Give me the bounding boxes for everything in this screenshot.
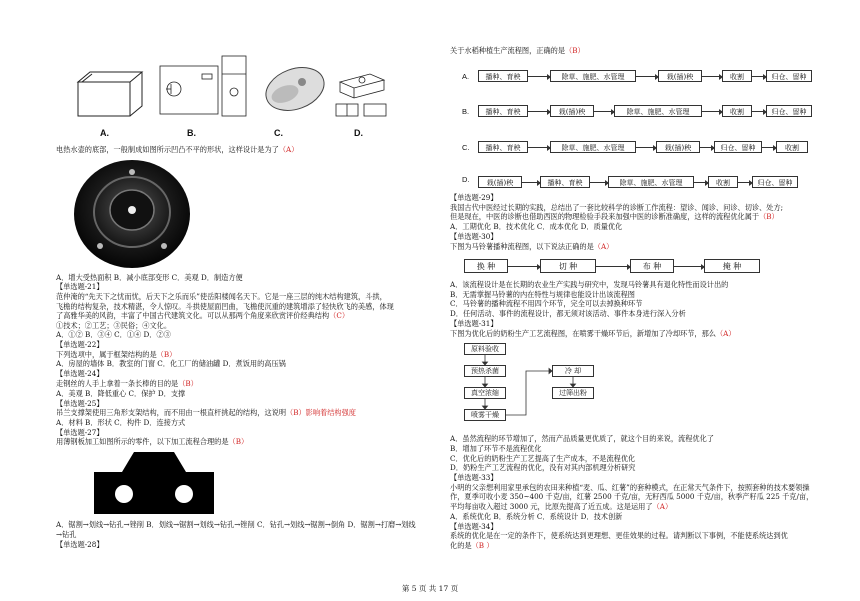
question-line: 飞檐的结构复杂，技术精湛，令人惊叹。斗拱使屋面凹曲，飞檐使沉重的建筑增添了轻快欣飞的美感，体现 xyxy=(56,302,394,311)
rice-flow-b xyxy=(478,105,818,118)
question-line: 平均每亩收入超过 3000 元，比原先提高了近五成。这是运用了（A） xyxy=(450,502,673,511)
question-line: 化的是（B ） xyxy=(450,541,494,550)
question-line: 电热水壶的底部，一般制成如图所示凹凸不平的形状，这样设计是为了（A） xyxy=(56,145,299,154)
flow-arrow xyxy=(522,182,540,183)
options-line: A．该流程设计是在长期的农业生产实践与研究中，发现马铃薯具有退化特性而设计出的 xyxy=(450,280,729,289)
figure-label-a: A. xyxy=(100,128,109,138)
flow-step: 栽(插)秧 xyxy=(656,141,700,153)
options-line: A．①② B．③④ C．①④ D．②③ xyxy=(56,330,171,339)
flow-arrow xyxy=(674,266,704,267)
flow-step: 归仓、留种 xyxy=(752,176,798,188)
flow-letter-a: A. xyxy=(462,72,470,81)
question-line: 范仲淹的“先天下之忧而忧，后天下之乐而乐”使岳阳楼闻名天下。它是一座三层的纯木结构建筑，斗拱， xyxy=(56,292,387,301)
kettle-base-photo xyxy=(72,158,192,270)
flow-step: 归仓、留种 xyxy=(766,70,812,82)
question-line: 走钢丝的人手上拿着一条长棒的目的是（B） xyxy=(56,379,198,388)
options-line: A．虽然流程的环节增加了，然而产品质量更优质了，就这个目的来说，流程优化了 xyxy=(450,434,714,443)
question-line: 关于水稻种植生产流程图，正确的是（B） xyxy=(450,46,585,55)
flow-step: 栽(插)秧 xyxy=(550,105,594,117)
question-line: 吊兰支撑架使用三角形支架结构，而不用由一根直杆挑起的结构，这说明（B）影响着结构强度 xyxy=(56,408,356,417)
flow-step: 栽(插)秧 xyxy=(478,176,522,188)
page-footer: 第 5 页 共 17 页 xyxy=(401,584,459,593)
flow-step: 原料验收 xyxy=(464,343,506,355)
options-line: A．房屋的墙体 B．教室的门窗 C．化工厂的储油罐 D．煮饭用的高压锅 xyxy=(56,359,286,368)
steel-plate-part xyxy=(94,452,214,518)
flow-arrow xyxy=(528,76,550,77)
flow-arrow xyxy=(738,182,752,183)
flow-step: 除草、施肥、水管理 xyxy=(608,176,694,188)
question-line: 用薄钢板加工如图所示的零件，以下加工流程合理的是（B） xyxy=(56,437,249,446)
flow-step: 预热杀菌 xyxy=(464,365,506,377)
flow-step: 收割 xyxy=(722,70,752,82)
box-drawing xyxy=(78,72,142,116)
figure-label-b: B. xyxy=(187,128,196,138)
question-number: 【单选题-30】 xyxy=(450,232,498,241)
question-line: 我国古代中医经过长期的实践，总结出了一套比较科学的诊断工作流程：望诊、闻诊、问诊、切诊、处方; xyxy=(450,203,784,212)
flow-step: 除草、施肥、水管理 xyxy=(550,70,636,82)
flow-step: 播种、育秧 xyxy=(478,70,528,82)
flow-step: 播种、育秧 xyxy=(478,105,528,117)
figure-label-d: D. xyxy=(354,128,363,138)
options-line: A．系统优化 B．系统分析 C．系统设计 D．技术创新 xyxy=(450,512,623,521)
flow-step: 喷雾干燥 xyxy=(464,409,506,421)
circuit-drawing xyxy=(160,56,246,116)
flow-arrow xyxy=(528,111,550,112)
flow-arrow xyxy=(594,111,614,112)
question-line: ①技术；②工艺；③民俗；④文化。 xyxy=(56,321,172,330)
options-line: A．材料 B．形状 C．构件 D．连接方式 xyxy=(56,418,186,427)
rice-flow-d xyxy=(478,176,818,189)
flow-step: 除草、施肥、水管理 xyxy=(550,141,636,153)
question-line: 了高雅华美的风韵，丰富了中国古代建筑文化。可以从那两个角度来欣赏评价经典结构（C） xyxy=(56,311,350,320)
options-line: B．增加了环节不是流程优化 xyxy=(450,444,542,453)
question-number: 【单选题-24】 xyxy=(56,369,104,378)
question-number: 【单选题-28】 xyxy=(56,540,104,549)
question-number: 【单选题-22】 xyxy=(56,340,104,349)
flow-arrow xyxy=(508,266,540,267)
flow-step: 换 种 xyxy=(464,259,508,273)
flow-step: 播种、育秧 xyxy=(478,141,528,153)
flow-letter-b: B. xyxy=(462,107,470,116)
flow-step: 归仓、留种 xyxy=(766,105,812,117)
flow-arrow xyxy=(528,147,550,148)
options-line: C．优化后的奶粉生产工艺提高了生产成本，不是流程优化 xyxy=(450,454,636,463)
question-number: 【单选题-25】 xyxy=(56,399,104,408)
options-line: A．增大受热面积 B．减小底部变形 C．美观 D．制造方便 xyxy=(56,273,243,282)
question-number: 【单选题-31】 xyxy=(450,319,498,328)
milk-flow-arrows xyxy=(464,343,624,425)
question-number: 【单选题-33】 xyxy=(450,473,498,482)
flow-arrow xyxy=(702,76,722,77)
rice-flow-a xyxy=(478,70,818,83)
options-line: D．任何活动、事件的流程设计，都无须对该活动、事件本身进行深入分析 xyxy=(450,309,686,318)
flow-arrow xyxy=(762,147,776,148)
part-drawing xyxy=(336,74,386,116)
mouse-drawing xyxy=(260,60,330,118)
question-line: 小明的父亲想利用家里承包的农田来种植“麦、瓜、红薯”的套种模式，在正常天气条件下，按照套种的技术要领操 xyxy=(450,483,810,492)
question-line: 但是现在，中医的诊断也借助西医的物理检验手段来加强中医的诊断准确度，这样的流程优化属于（B） xyxy=(450,212,779,221)
flow-step: 真空浓缩 xyxy=(464,387,506,399)
question-number: 【单选题-29】 xyxy=(450,193,498,202)
options-line: A．美观 B．降低重心 C．保护 D．支撑 xyxy=(56,389,186,398)
options-line: A．工期优化 B．技术优化 C．成本优化 D．质量优化 xyxy=(450,222,623,231)
figure-label-c: C. xyxy=(274,128,283,138)
flow-step: 掩 种 xyxy=(704,259,760,273)
flow-arrow xyxy=(700,147,714,148)
flow-step: 归仓、留种 xyxy=(714,141,762,153)
flow-arrow xyxy=(752,76,766,77)
question-line: 下图为优化后的奶粉生产工艺流程图，在喷雾干燥环节后，新增加了冷却环节，那么（A） xyxy=(450,329,736,338)
question-number: 【单选题-27】 xyxy=(56,428,104,437)
flow-step: 播种、育秧 xyxy=(540,176,590,188)
milk-flow xyxy=(464,343,624,425)
flow-arrow xyxy=(590,182,608,183)
flow-step: 栽(插)秧 xyxy=(658,70,702,82)
figure-row xyxy=(70,44,400,129)
question-line: 作，夏季可收小麦 350~400 千克/亩，红薯 2500 千克/亩，无籽西瓜 5000 千克/亩，秋季产籽瓜 225 千克/亩， xyxy=(450,492,814,501)
flow-step: 收割 xyxy=(708,176,738,188)
options-line: B．无需掌握马铃薯的内在特性与规律也能设计出该流程图 xyxy=(450,290,635,299)
flow-arrow xyxy=(694,182,708,183)
flow-letter-d: D. xyxy=(462,175,470,184)
flow-step: 冷 却 xyxy=(552,365,594,377)
flow-arrow xyxy=(636,76,658,77)
flow-step: 过筛出粉 xyxy=(552,387,594,399)
flow-step: 收割 xyxy=(722,105,752,117)
flow-arrow xyxy=(702,111,722,112)
options-line: C．马铃薯的播种流程不用四个环节，完全可以去掉换种环节 xyxy=(450,299,643,308)
options-line: →钻孔 xyxy=(56,530,77,539)
flow-arrow xyxy=(636,147,656,148)
potato-flow xyxy=(464,259,764,273)
rice-flow-c xyxy=(478,141,818,154)
question-line: 系统的优化是在一定的条件下，使系统达到更理想、更佳效果的过程。请判断以下事例，不能使系统达到优 xyxy=(450,531,788,540)
question-line: 下列选项中，属于框架结构的是（B） xyxy=(56,350,177,359)
flow-step: 收割 xyxy=(776,141,808,153)
options-line: D．奶粉生产工艺流程的优化，没有对其内部机理分析研究 xyxy=(450,463,636,472)
flow-arrow xyxy=(752,111,766,112)
question-line: 下图为马铃薯播种流程图，以下说法正确的是（A） xyxy=(450,242,614,251)
question-number: 【单选题-21】 xyxy=(56,282,104,291)
options-line: A．锯割→划线→钻孔→锉削 B．划线→锯割→划线→钻孔→锉削 C．钻孔→划线→锯割→倒角 D．锯割→打磨→划线 xyxy=(56,520,416,529)
flow-step: 除草、施肥、水管理 xyxy=(614,105,702,117)
question-number: 【单选题-34】 xyxy=(450,522,498,531)
flow-step: 布 种 xyxy=(630,259,674,273)
flow-letter-c: C. xyxy=(462,143,470,152)
flow-step: 切 种 xyxy=(540,259,596,273)
flow-arrow xyxy=(596,266,630,267)
